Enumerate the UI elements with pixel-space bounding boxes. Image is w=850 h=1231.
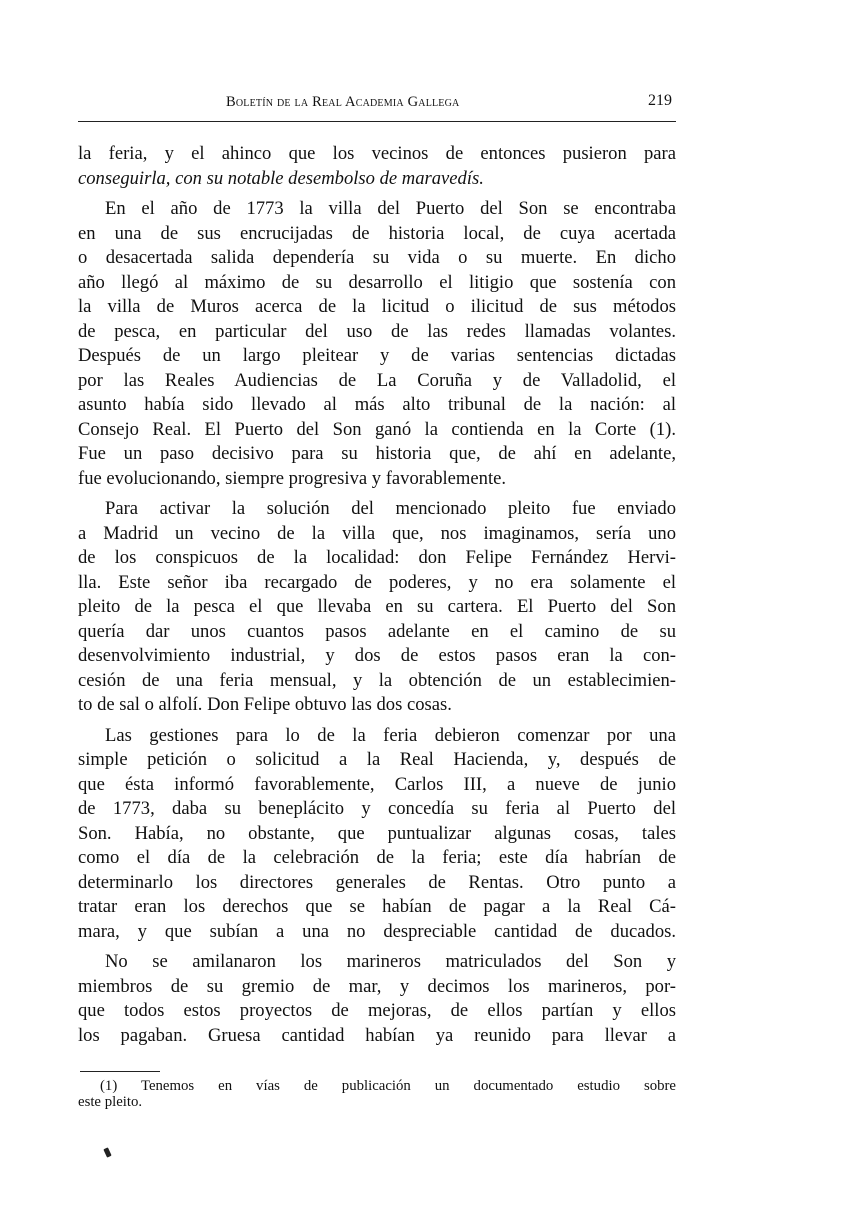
text-line: Las gestiones para lo de la feria debieron comenzar por una <box>105 724 676 746</box>
footnote-line: este pleito. <box>78 1094 143 1110</box>
running-head <box>78 92 676 118</box>
text-line: pleito de la pesca el que llevaba en su cartera. El Puerto del Son <box>78 596 676 617</box>
text-line: mara, y que subían a una no despreciable cantidad de ducados. <box>78 920 676 942</box>
text-line: que todos estos proyectos de mejoras, de ellos partían y ellos <box>78 1000 676 1021</box>
text-line: o desacertada salida dependería su vida o su muerte. En dicho <box>78 247 676 268</box>
text-line: de 1773, daba su beneplácito y concedía su feria al Puerto del <box>78 798 676 819</box>
text-line: En el año de 1773 la villa del Puerto del Son se encontraba <box>105 198 676 219</box>
text-line: como el día de la celebración de la feria; este día habrían de <box>78 847 676 868</box>
text-line: a Madrid un vecino de la villa que, nos imaginamos, sería uno <box>78 522 676 544</box>
text-line: Después de un largo pleitear y de varias sentencias dictadas <box>78 345 676 366</box>
text-line: Para activar la solución del mencionado pleito fue enviado <box>105 498 676 519</box>
text-line: de pesca, en particular del uso de las redes llamadas volantes. <box>78 320 676 342</box>
text-line: en una de sus encrucijadas de historia local, de cuya acertada <box>78 222 676 244</box>
footnote-rule <box>80 1071 160 1072</box>
text-line: que ésta informó favorablemente, Carlos III, a nueve de junio <box>78 773 676 795</box>
footnote <box>78 1078 676 1110</box>
text-line: cesión de una feria mensual, y la obtención de un establecimien- <box>78 669 676 691</box>
text-line: quería dar unos cuantos pasos adelante en el camino de su <box>78 620 676 642</box>
text-line: la villa de Muros acerca de la licitud o ilicitud de sus métodos <box>78 296 676 317</box>
text-line: simple petición o solicitud a la Real Hacienda, y, después de <box>78 749 676 770</box>
text-line: de los conspicuos de la localidad: don Felipe Fernández Hervi- <box>78 547 676 568</box>
text-line: to de sal o alfolí. Don Felipe obtuvo las dos cosas. <box>78 694 452 715</box>
text-line: desenvolvimiento industrial, y dos de estos pasos eran la con- <box>78 645 676 666</box>
body-text <box>78 142 676 1048</box>
text-line: por las Reales Audiencias de La Coruña y de Valladolid, el <box>78 369 676 391</box>
text-line: Fue un paso decisivo para su historia que, de ahí en adelante, <box>78 443 676 464</box>
text-line: año llegó al máximo de su desarrollo el litigio que sostenía con <box>78 271 676 293</box>
header-rule <box>78 121 676 122</box>
text-line: No se amilanaron los marineros matriculados del Son y <box>105 951 676 972</box>
ink-mark <box>103 1147 111 1157</box>
page-number: 219 <box>648 92 672 109</box>
text-line: la feria, y el ahinco que los vecinos de entonces pusieron para <box>78 143 676 164</box>
text-line: tratar eran los derechos que se habían de pagar a la Real Cá- <box>78 896 676 917</box>
text-line: asunto había sido llevado al más alto tribunal de la nación: al <box>78 394 676 415</box>
footnote-line: (1) Tenemos en vías de publicación un documentado estudio sobre <box>100 1078 676 1094</box>
text-line: determinarlo los directores generales de Rentas. Otro punto a <box>78 871 676 893</box>
text-line: conseguirla, con su notable desembolso de maravedís. <box>78 167 484 189</box>
text-line: fue evolucionando, siempre progresiva y favorablemente. <box>78 467 507 489</box>
text-line: lla. Este señor iba recargado de poderes, y no era solamente el <box>78 571 676 593</box>
journal-title: Boletín de la Real Academia Gallega <box>226 94 460 110</box>
text-line: los pagaban. Gruesa cantidad habían ya reunido para llevar a <box>78 1024 676 1046</box>
text-line: Consejo Real. El Puerto del Son ganó la contienda en la Corte (1). <box>78 418 676 440</box>
text-line: Son. Había, no obstante, que puntualizar algunas cosas, tales <box>78 822 676 844</box>
text-line: miembros de su gremio de mar, y decimos los marineros, por- <box>78 975 676 997</box>
